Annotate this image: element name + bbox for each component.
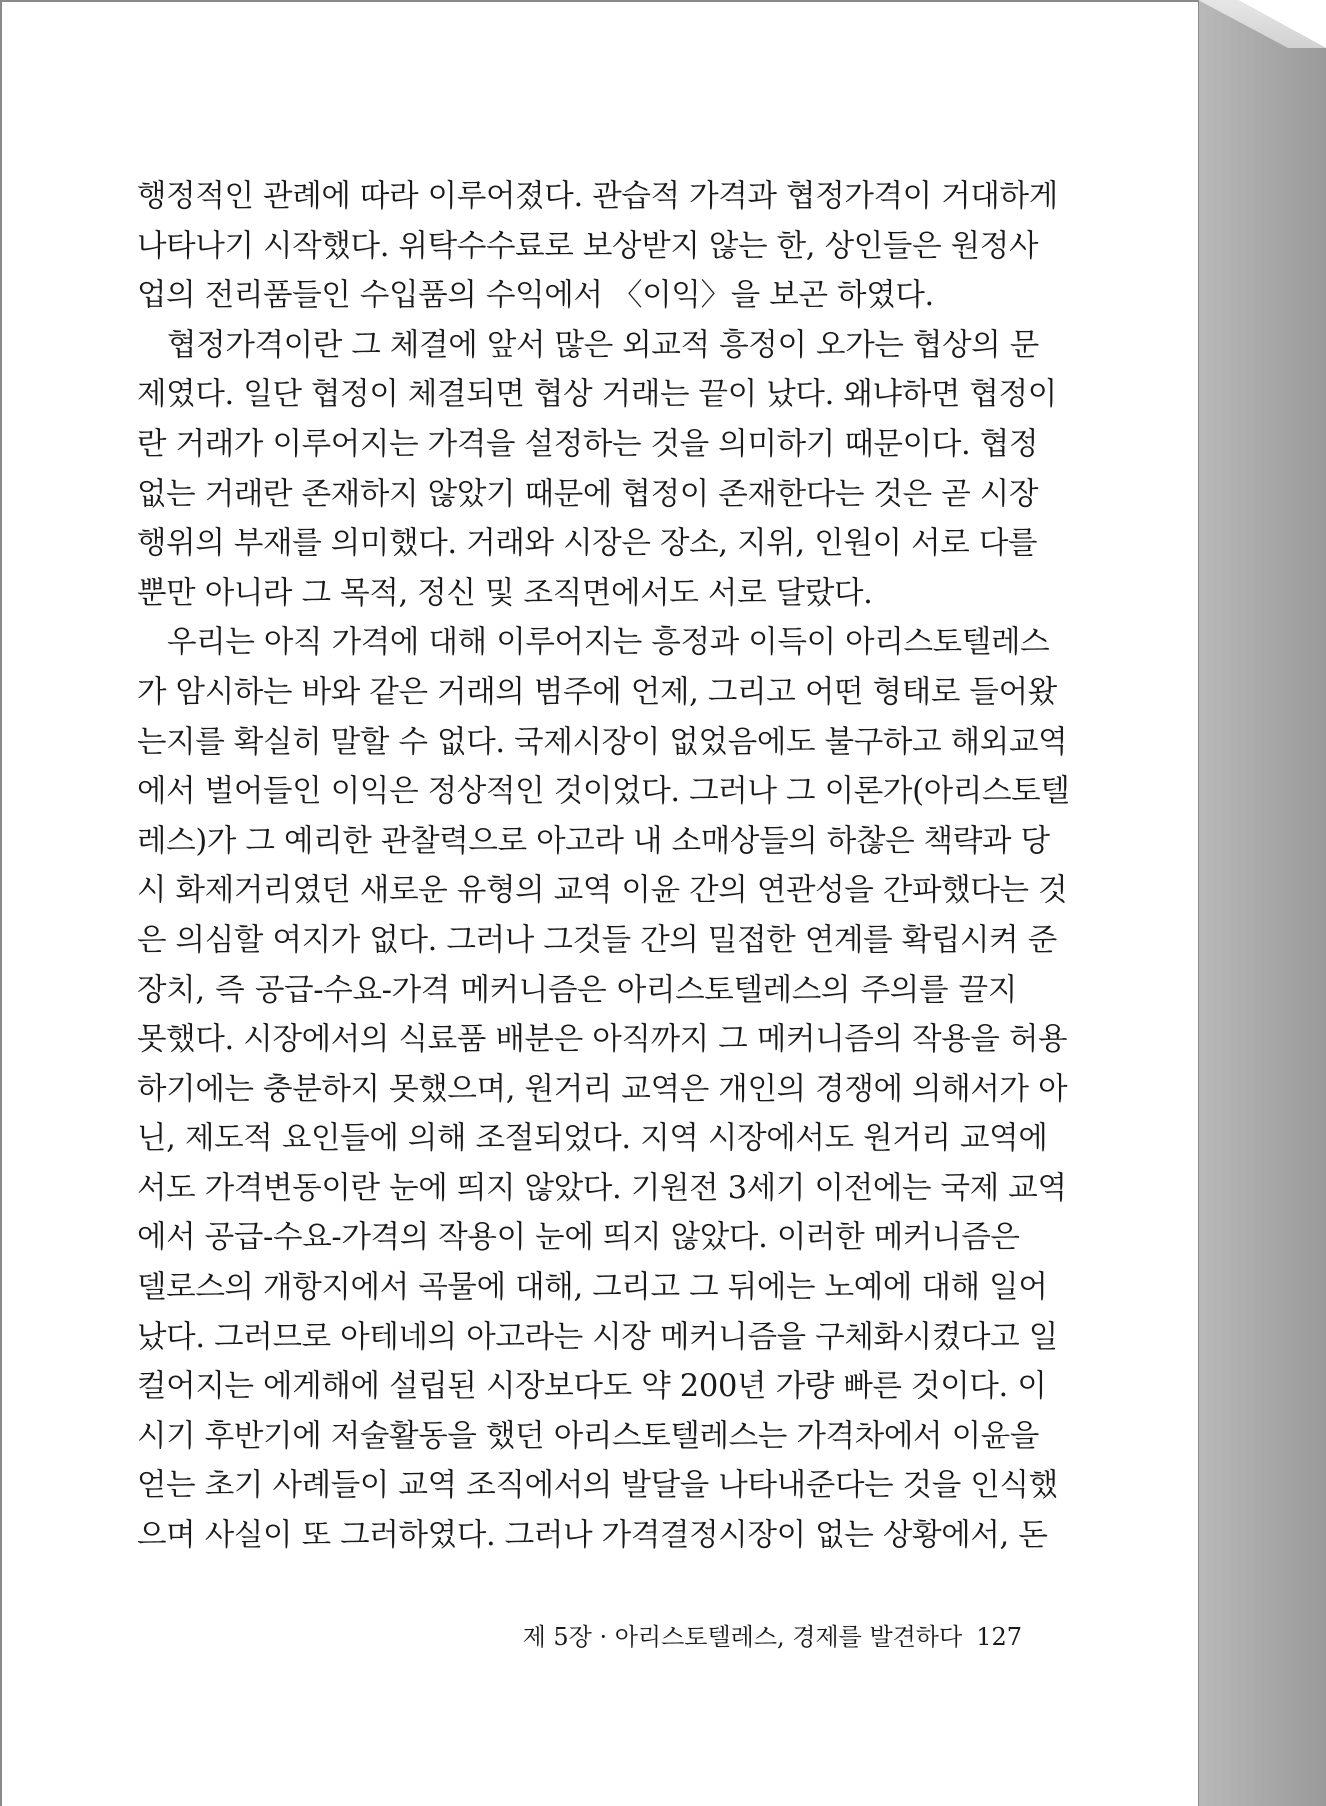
- text-line: 행정적인 관례에 따라 이루어졌다. 관습적 가격과 협정가격이 거대하게: [137, 179, 1058, 214]
- text-line: 으며 사실이 또 그러하였다. 그러나 가격결정시장이 없는 상황에서, 돈: [137, 1518, 1048, 1554]
- book-edge: [1198, 0, 1326, 1806]
- page-number: 127: [976, 1623, 1022, 1651]
- text-line: 제였다. 일단 협정이 체결되면 협상 거래는 끝이 났다. 왜냐하면 협정이: [137, 377, 1057, 413]
- text-line: 없는 거래란 존재하지 않았기 때문에 협정이 존재한다는 것은 곧 시장: [137, 476, 1039, 512]
- text-line: 레스)가 그 예리한 관찰력으로 아고라 내 소매상들의 하찮은 책략과 당: [137, 823, 1050, 859]
- text-line: 나타나기 시작했다. 위탁수수료로 보상받지 않는 한, 상인들은 원정사: [137, 228, 1039, 264]
- text-line: 델로스의 개항지에서 곡물에 대해, 그리고 그 뒤에는 노예에 대해 일어: [137, 1270, 1048, 1306]
- text-line: 시기 후반기에 저술활동을 했던 아리스토텔레스는 가격차에서 이윤을: [137, 1418, 1040, 1454]
- text-line: 는지를 확실히 말할 수 없다. 국제시장이 없었음에도 불구하고 해외교역: [137, 724, 1068, 760]
- paragraph: [137, 321, 1057, 619]
- text-line: 가 암시하는 바와 같은 거래의 범주에 언제, 그리고 어떤 형태로 들어왔: [137, 674, 1057, 710]
- text-line: 에서 공급-수요-가격의 작용이 눈에 띄지 않았다. 이러한 메커니즘은: [137, 1220, 1020, 1256]
- text-line: 뿐만 아니라 그 목적, 정신 및 조직면에서도 서로 달랐다.: [137, 575, 873, 611]
- text-line: 났다. 그러므로 아테네의 아고라는 시장 메커니즘을 구체화시켰다고 일: [137, 1319, 1058, 1355]
- text-line: 업의 전리품들인 수입품의 수익에서 〈이익〉을 보곤 하였다.: [137, 278, 934, 314]
- text-line: 은 의심할 여지가 없다. 그러나 그것들 간의 밀접한 연계를 확립시켜 준: [137, 922, 1057, 958]
- paragraph: [137, 618, 1070, 1560]
- body-text: [137, 172, 1070, 1561]
- text-line: 시 화제거리였던 새로운 유형의 교역 이윤 간의 연관성을 간파했다는 것: [137, 873, 1068, 909]
- text-line: 서도 가격변동이란 눈에 띄지 않았다. 기원전 3세기 이전에는 국제 교역: [137, 1170, 1067, 1206]
- running-title: 제 5장 · 아리스토텔레스, 경제를 발견하다: [522, 1623, 963, 1651]
- text-line: 우리는 아직 가격에 대해 이루어지는 흥정과 이득이 아리스토텔레스: [167, 625, 1050, 661]
- text-line: 행위의 부재를 의미했다. 거래와 시장은 장소, 지위, 인원이 서로 다를: [137, 526, 1038, 562]
- text-line: 하기에는 충분하지 못했으며, 원거리 교역은 개인의 경쟁에 의해서가 아: [137, 1071, 1068, 1107]
- text-line: 란 거래가 이루어지는 가격을 설정하는 것을 의미하기 때문이다. 협정: [137, 426, 1039, 462]
- paragraph: [137, 172, 1058, 321]
- text-line: 얻는 초기 사례들이 교역 조직에서의 발달을 나타내준다는 것을 인식했: [137, 1468, 1058, 1504]
- text-line: 에서 벌어들인 이익은 정상적인 것이었다. 그러나 그 이론가(아리스토텔: [137, 774, 1070, 810]
- text-line: 장치, 즉 공급-수요-가격 메커니즘은 아리스토텔레스의 주의를 끌지: [137, 972, 1017, 1008]
- text-line: 닌, 제도적 요인들에 의해 조절되었다. 지역 시장에서도 원거리 교역에: [137, 1121, 1048, 1157]
- text-line: 컬어지는 에게해에 설립된 시장보다도 약 200년 가량 빠른 것이다. 이: [137, 1369, 1047, 1405]
- text-line: 못했다. 시장에서의 식료품 배분은 아직까지 그 메커니즘의 작용을 허용: [137, 1022, 1068, 1058]
- page-footer: [502, 1617, 1022, 1652]
- text-line: 협정가격이란 그 체결에 앞서 많은 외교적 흥정이 오가는 협상의 문: [167, 327, 1039, 363]
